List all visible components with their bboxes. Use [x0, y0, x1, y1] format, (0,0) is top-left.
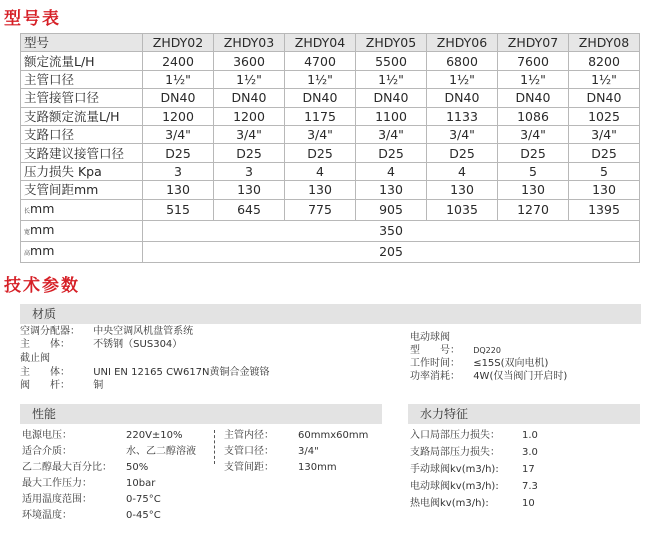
table-row [21, 52, 640, 70]
table-cell: 1175 [285, 107, 356, 125]
perf-item-value: 50% [126, 462, 149, 473]
perf-pipe-item-value: 60mmx60mm [298, 430, 369, 441]
table-row [21, 181, 640, 199]
dim-prefix: 高 [24, 249, 31, 257]
ball-model-label: 型 号： [410, 345, 460, 356]
table-cell: D25 [356, 144, 427, 162]
hydraulic-item [410, 498, 535, 510]
height-row [21, 241, 640, 262]
table-cell: 1270 [498, 199, 569, 220]
table-cell: 4 [285, 162, 356, 180]
table-row [21, 125, 640, 143]
ball-power-value: 4W(仅当阀门开启时) [473, 371, 568, 382]
row-label-cell: 支管间距mm [21, 181, 143, 199]
table-cell: DN40 [498, 89, 569, 107]
table-cell: 1200 [214, 107, 285, 125]
distributor-label: 空调分配器： [20, 326, 80, 337]
hydraulic-item-label: 支路局部压力损失： [410, 447, 500, 458]
table-header-row [21, 34, 640, 52]
row-label-cell: 主管口径 [21, 70, 143, 88]
table-cell: D25 [285, 144, 356, 162]
distributor-value: 中央空调风机盘管系统 [93, 326, 194, 337]
table-cell: DN40 [569, 89, 640, 107]
table-cell: 1½" [498, 70, 569, 88]
width-row-value-cell: 350 [143, 220, 640, 241]
table-cell: 4700 [285, 52, 356, 70]
table-cell: 1200 [143, 107, 214, 125]
table-cell: DN40 [356, 89, 427, 107]
row-label-cell: 压力损失 Kpa [21, 162, 143, 180]
perf-item-label: 适用温度范围： [22, 494, 92, 505]
hydraulic-item [410, 447, 538, 459]
table-cell: 130 [427, 181, 498, 199]
perf-item [22, 446, 196, 458]
hydraulic-item-label: 手动球阀kv(m3/h): [410, 464, 499, 475]
hydraulic-item [410, 430, 538, 442]
perf-item-label: 适合介质： [22, 446, 72, 457]
table-cell: 4 [427, 162, 498, 180]
table-cell: 3/4" [143, 125, 214, 143]
hydraulic-item-value: 1.0 [522, 430, 538, 441]
table-cell: 645 [214, 199, 285, 220]
perf-pipe-item [224, 430, 368, 442]
row-label-cell: 主管接管口径 [21, 89, 143, 107]
ball-power-line [410, 371, 567, 383]
table-cell: 130 [143, 181, 214, 199]
hydraulic-section-header: 水力特征 [408, 404, 640, 424]
dim-unit: mm [30, 242, 55, 258]
dim-unit: mm [30, 200, 55, 216]
table-cell: 1½" [143, 70, 214, 88]
table-cell: 1035 [427, 199, 498, 220]
row-label-cell: 支路额定流量L/H [21, 107, 143, 125]
model-table-title: 型号表 [4, 9, 61, 29]
hydraulic-item-value: 10 [522, 498, 535, 509]
model-header-cell: ZHDY08 [569, 34, 640, 52]
table-cell: 905 [356, 199, 427, 220]
perf-item-value: 水、乙二醇溶液 [126, 446, 196, 457]
table-cell: 3/4" [356, 125, 427, 143]
hydraulic-item-label: 热电阀kv(m3/h): [410, 498, 489, 509]
body-value: 不锈钢（SUS304） [93, 339, 183, 350]
performance-section-header: 性能 [20, 404, 382, 424]
table-cell: D25 [569, 144, 640, 162]
table-cell: 515 [143, 199, 214, 220]
table-cell: D25 [214, 144, 285, 162]
row-label-cell: 支路口径 [21, 125, 143, 143]
dim-prefix: 宽 [24, 228, 31, 236]
perf-pipe-item-label: 主管内径： [224, 430, 274, 441]
ball-time-label: 工作时间： [410, 358, 460, 369]
table-cell: 1133 [427, 107, 498, 125]
table-row [21, 144, 640, 162]
table-row [21, 107, 640, 125]
ball-time-value: ≤15S(双向电机) [473, 358, 549, 369]
table-cell: 3 [143, 162, 214, 180]
model-header-cell: ZHDY07 [498, 34, 569, 52]
valve-body-label: 主 体： [20, 367, 70, 378]
hydraulic-item-label: 入口局部压力损失： [410, 430, 500, 441]
perf-item-value: 220V±10% [126, 430, 183, 441]
table-cell: 1100 [356, 107, 427, 125]
row-label-cell: 支路建议接管口径 [21, 144, 143, 162]
perf-item [22, 510, 161, 522]
hydraulic-item-value: 7.3 [522, 481, 538, 492]
valve-stem-value: 铜 [93, 380, 104, 391]
table-cell: DN40 [143, 89, 214, 107]
table-cell: 1086 [498, 107, 569, 125]
table-cell: D25 [427, 144, 498, 162]
table-cell: DN40 [285, 89, 356, 107]
ball-time-line [410, 358, 548, 370]
table-cell: 3600 [214, 52, 285, 70]
table-cell: 3 [214, 162, 285, 180]
model-header-cell: ZHDY05 [356, 34, 427, 52]
hydraulic-item [410, 464, 535, 476]
perf-item-value: 0-75°C [126, 494, 161, 505]
tech-params-title: 技术参数 [4, 276, 80, 296]
perf-pipe-item-label: 支管间距： [224, 462, 274, 473]
body-label: 主 体： [20, 339, 70, 350]
perf-item [22, 430, 183, 442]
header-label-cell: 型号 [21, 34, 143, 52]
perf-item-value: 0-45°C [126, 510, 161, 521]
perf-item-label: 电源电压： [22, 430, 72, 441]
table-cell: 775 [285, 199, 356, 220]
table-cell: D25 [143, 144, 214, 162]
height-row-value-cell: 205 [143, 241, 640, 262]
valve-body-value: UNI EN 12165 CW617N黄铜合金镀铬 [93, 367, 270, 378]
table-cell: 5500 [356, 52, 427, 70]
model-spec-table [20, 33, 640, 263]
table-cell: 130 [285, 181, 356, 199]
width-row-label-cell [21, 220, 143, 241]
table-row [21, 162, 640, 180]
length-label-cell [21, 199, 143, 220]
ball-valve-title: 电动球阀 [410, 332, 450, 343]
valve-body-line [20, 367, 270, 379]
table-cell: 1½" [427, 70, 498, 88]
height-row-label-cell [21, 241, 143, 262]
perf-item [22, 462, 148, 474]
length-row [21, 199, 640, 220]
hydraulic-item [410, 481, 538, 493]
perf-item-value: 10bar [126, 478, 156, 489]
table-cell: 8200 [569, 52, 640, 70]
perf-pipe-item-value: 130mm [298, 462, 337, 473]
table-cell: DN40 [214, 89, 285, 107]
valve-stem-label: 阀 杆： [20, 380, 70, 391]
table-cell: 7600 [498, 52, 569, 70]
table-cell: 130 [569, 181, 640, 199]
ball-power-label: 功率消耗： [410, 371, 460, 382]
perf-item [22, 494, 161, 506]
table-cell: 1395 [569, 199, 640, 220]
perf-item-label: 环境温度： [22, 510, 72, 521]
table-cell: 3/4" [498, 125, 569, 143]
distributor-line [20, 326, 193, 338]
width-row [21, 220, 640, 241]
table-cell: 130 [214, 181, 285, 199]
model-header-cell: ZHDY04 [285, 34, 356, 52]
table-row [21, 70, 640, 88]
table-cell: 3/4" [569, 125, 640, 143]
table-cell: 1025 [569, 107, 640, 125]
table-cell: D25 [498, 144, 569, 162]
perf-item [22, 478, 155, 490]
ball-model-line [410, 345, 501, 357]
table-cell: 1½" [569, 70, 640, 88]
table-cell: 130 [356, 181, 427, 199]
table-cell: 130 [498, 181, 569, 199]
body-line [20, 339, 182, 351]
material-section-header: 材质 [20, 304, 641, 324]
performance-divider [214, 430, 215, 464]
table-cell: 3/4" [214, 125, 285, 143]
table-cell: 3/4" [285, 125, 356, 143]
table-cell: 5 [569, 162, 640, 180]
perf-item-label: 乙二醇最大百分比： [22, 462, 112, 473]
table-cell: 6800 [427, 52, 498, 70]
perf-pipe-item-label: 支管口径： [224, 446, 274, 457]
table-cell: 1½" [214, 70, 285, 88]
table-cell: 3/4" [427, 125, 498, 143]
perf-pipe-item [224, 446, 319, 458]
model-header-cell: ZHDY03 [214, 34, 285, 52]
perf-item-label: 最大工作压力： [22, 478, 92, 489]
valve-stem-line [20, 380, 103, 392]
perf-pipe-item [224, 462, 337, 474]
hydraulic-item-label: 电动球阀kv(m3/h): [410, 481, 499, 492]
ball-model-value: DQ220 [473, 346, 501, 355]
valve-title: 截止阀 [20, 353, 50, 364]
table-cell: 2400 [143, 52, 214, 70]
model-header-cell: ZHDY02 [143, 34, 214, 52]
table-cell: 5 [498, 162, 569, 180]
dim-prefix: 长 [24, 207, 31, 215]
table-row [21, 89, 640, 107]
table-cell: DN40 [427, 89, 498, 107]
hydraulic-item-value: 3.0 [522, 447, 538, 458]
row-label-cell: 额定流量L/H [21, 52, 143, 70]
table-cell: 4 [356, 162, 427, 180]
table-cell: 1½" [285, 70, 356, 88]
model-header-cell: ZHDY06 [427, 34, 498, 52]
dim-unit: mm [30, 221, 55, 237]
hydraulic-item-value: 17 [522, 464, 535, 475]
perf-pipe-item-value: 3/4" [298, 446, 319, 457]
table-cell: 1½" [356, 70, 427, 88]
